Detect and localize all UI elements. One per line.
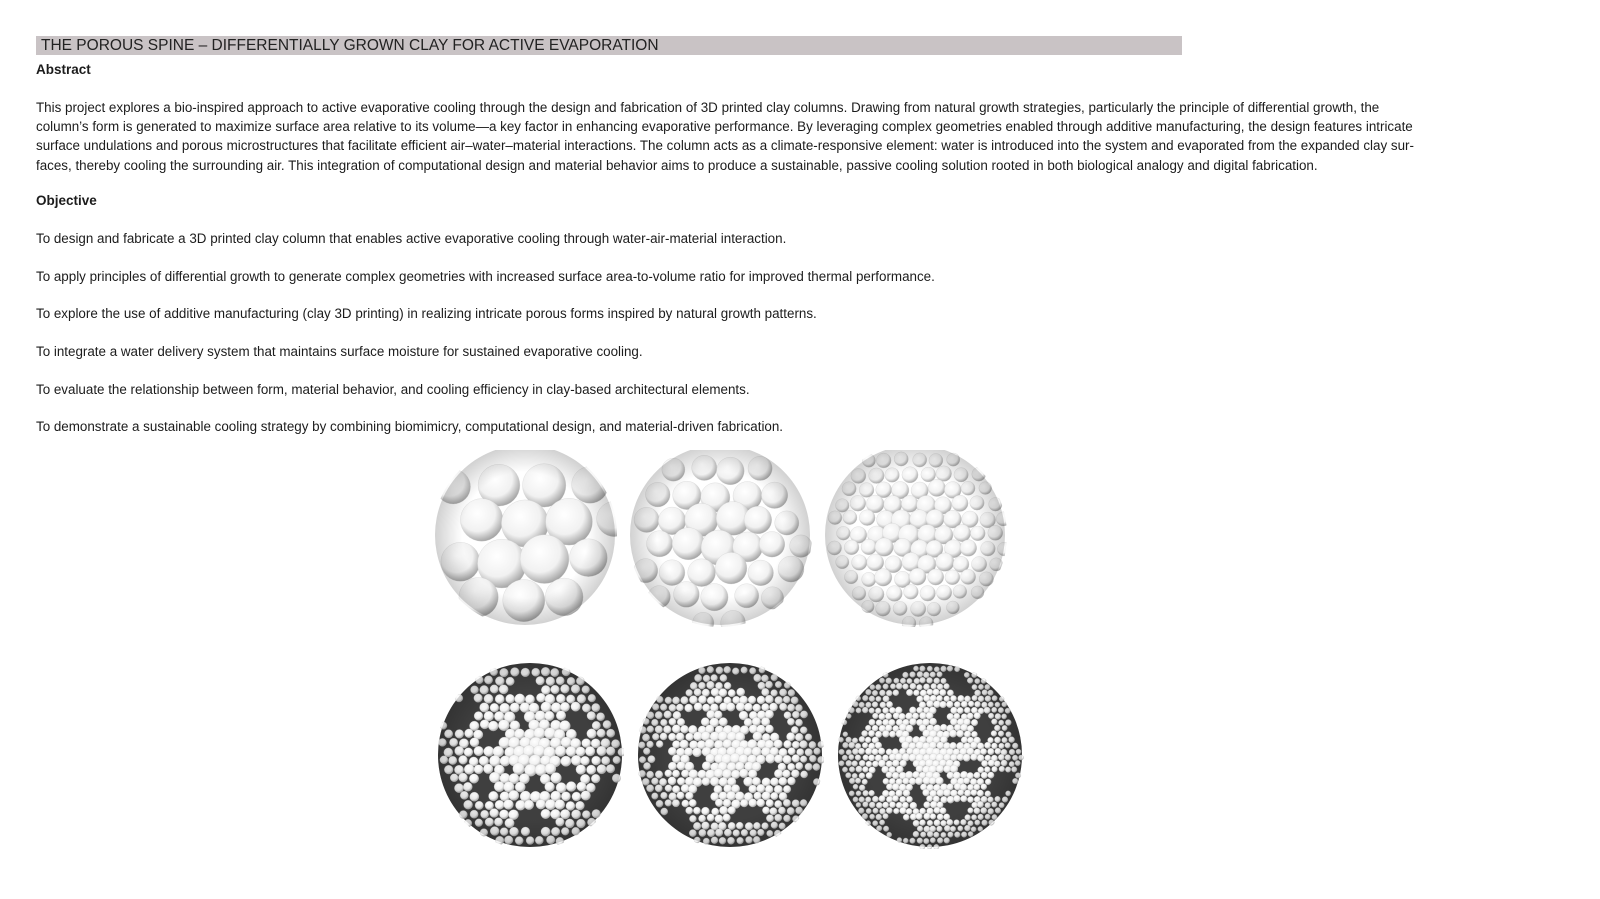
- abstract-line: column’s form is generated to maximize surface area relative to its volume—a key factor in enhancing evaporative performance. By leveraging complex geometries enabled through additive manufacturing, the design features intricate: [36, 119, 1413, 135]
- abstract-line: This project explores a bio-inspired approach to active evaporative cooling through the design and fabrication of 3D printed clay columns. Drawing from natural growth strategies, particularly the principle of differential growth, the: [36, 100, 1380, 115]
- objective-item: To evaluate the relationship between form, material behavior, and cooling efficiency in clay-based architectural elements.: [36, 382, 750, 397]
- growth-sphere-2: [630, 450, 812, 635]
- objective-item: To explore the use of additive manufacturing (clay 3D printing) in realizing intricate porous forms inspired by natural growth patterns.: [36, 306, 817, 321]
- growth-spheres-illustration: [430, 450, 1050, 880]
- objective-item: To integrate a water delivery system that maintains surface moisture for sustained evaporative cooling.: [36, 344, 643, 359]
- growth-sphere-1: [435, 450, 632, 625]
- growth-sphere-4: [438, 663, 626, 847]
- abstract-paragraph: [36, 98, 1566, 175]
- page-title: THE POROUS SPINE – DIFFERENTIALLY GROWN CLAY FOR ACTIVE EVAPORATION: [36, 36, 1182, 55]
- objective-heading: Objective: [36, 193, 97, 208]
- objective-item: To demonstrate a sustainable cooling strategy by combining biomimicry, computational design, and material-driven fabrication.: [36, 419, 784, 434]
- differential-growth-figure: [430, 450, 1050, 880]
- abstract-line: faces, thereby cooling the surrounding air. This integration of computational design and material behavior aims to produce a sustainable, passive cooling solution rooted in both biological analogy and digital fabrication.: [36, 157, 1318, 173]
- abstract-heading: Abstract: [36, 62, 91, 77]
- objective-item: To apply principles of differential growth to generate complex geometries with increased surface area-to-volume ratio for improved thermal performance.: [36, 269, 935, 284]
- growth-sphere-3: [825, 450, 1011, 631]
- objective-item: To design and fabricate a 3D printed clay column that enables active evaporative cooling through water-air-material interaction.: [36, 231, 787, 246]
- growth-sphere-5: [638, 663, 825, 847]
- abstract-line: surface undulations and porous microstructures that facilitate efficient air–water–material interactions. The column acts as a climate-responsive element: water is introduced into the system and evaporated from the expanded clay sur-: [36, 138, 1414, 154]
- growth-sphere-6: [838, 663, 1024, 850]
